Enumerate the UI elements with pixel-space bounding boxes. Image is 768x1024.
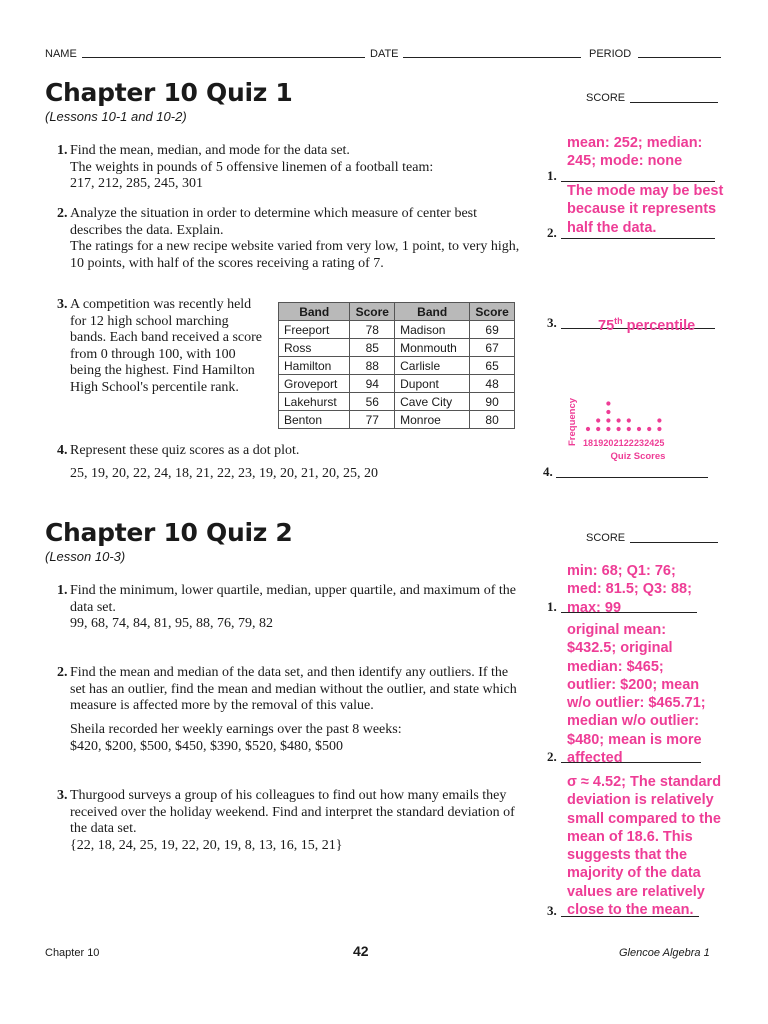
quiz2-question-1 <box>57 583 537 633</box>
table-cell: Dupont <box>395 375 470 393</box>
answer-line: σ ≈ 4.52; The standard <box>567 774 722 790</box>
question-number: 3. <box>57 788 68 803</box>
table-cell: Freeport <box>279 321 350 339</box>
quiz2-answer-3-blank[interactable] <box>561 916 699 917</box>
quiz1-question-3 <box>57 297 272 396</box>
answer-line: mean of 18.6. This <box>567 828 693 845</box>
dot-plot-tick-label: 23 <box>633 438 645 448</box>
table-row <box>279 321 515 339</box>
answer-line: close to the mean. <box>567 902 694 919</box>
dot-plot-dot <box>627 427 631 431</box>
answer-superscript: th <box>614 316 623 326</box>
name-label: NAME <box>45 48 77 60</box>
dot-plot-ylabel: Frequency <box>567 397 578 446</box>
question-line: Analyze the situation in order to determine which measure of center best <box>70 206 478 221</box>
answer-line: $432.5; original <box>567 640 673 657</box>
answer-line: The mode may be best <box>567 183 724 199</box>
table-header: Score <box>470 303 515 321</box>
table-cell: 94 <box>350 375 395 393</box>
period-blank[interactable] <box>638 57 721 58</box>
question-line: from 0 through 100, with 100 <box>70 346 236 362</box>
footer-chapter: Chapter 10 <box>45 947 100 959</box>
answer-number: 1. <box>547 168 557 183</box>
table-cell: Groveport <box>279 375 350 393</box>
quiz2-question-2 <box>57 665 537 715</box>
quiz2-score-blank[interactable] <box>630 542 718 543</box>
question-line: for 12 high school marching <box>70 313 229 329</box>
table-cell: 85 <box>350 339 395 357</box>
answer-line: values are relatively <box>567 883 705 900</box>
table-cell: Monroe <box>395 411 470 429</box>
quiz2-answer-2-blank[interactable] <box>561 762 701 763</box>
answer-line: mean: 252; median: <box>567 135 703 151</box>
question-line: Find the minimum, lower quartile, median, upper quartile, and maximum of the <box>70 583 516 598</box>
answer-line: because it represents <box>567 201 717 218</box>
dot-plot-dot <box>637 427 641 431</box>
table-header: Band <box>279 303 350 321</box>
table-cell: 90 <box>470 393 515 411</box>
answer-line: affected <box>567 750 623 767</box>
quiz1-question-4 <box>57 443 527 482</box>
table-cell: Monmouth <box>395 339 470 357</box>
question-line: 25, 19, 20, 22, 24, 18, 21, 22, 23, 19, 20, 21, 20, 25, 20 <box>70 465 378 481</box>
dot-plot-tick-label: 19 <box>593 438 604 448</box>
quiz1-answer-1 <box>567 134 702 171</box>
table-row <box>279 411 515 429</box>
dot-plot-dot <box>596 427 600 431</box>
dot-plot-tick-label: 25 <box>654 438 665 448</box>
answer-line: med: 81.5; Q3: 88; <box>567 581 692 598</box>
quiz1-answer-2 <box>567 182 723 237</box>
dot-plot-dot <box>657 427 661 431</box>
dot-plot <box>564 382 714 466</box>
table-cell: 67 <box>470 339 515 357</box>
dot-plot-dot <box>606 401 610 405</box>
date-blank[interactable] <box>403 57 581 58</box>
answer-line: max: 99 <box>567 599 622 616</box>
answer-line: median w/o outlier: <box>567 713 700 730</box>
quiz1-score-blank[interactable] <box>630 102 718 103</box>
table-cell: Cave City <box>395 393 470 411</box>
question-line: describes the data. Explain. <box>70 222 224 238</box>
table-row <box>279 339 515 357</box>
question-line: measure is affected more by the removal of this value. <box>70 698 374 713</box>
question-line: A competition was recently held <box>70 297 252 312</box>
question-number: 1. <box>57 583 68 598</box>
answer-number: 2. <box>547 225 557 240</box>
quiz2-answer-1-blank[interactable] <box>561 612 697 613</box>
table-cell: 77 <box>350 411 395 429</box>
question-line: bands. Each band received a score <box>70 330 263 345</box>
quiz2-answer-2 <box>567 621 706 767</box>
question-line: Sheila recorded her weekly earnings over the past 8 weeks: <box>70 722 402 737</box>
table-cell: 80 <box>470 411 515 429</box>
table-cell: 69 <box>470 321 515 339</box>
question-line: Find the mean, median, and mode for the data set. <box>70 143 350 158</box>
dot-plot-tick-label: 24 <box>644 438 655 448</box>
dot-plot-dot <box>606 410 610 414</box>
dot-plot-dot <box>586 427 590 431</box>
table-cell: Lakehurst <box>279 393 350 411</box>
question-line: Represent these quiz scores as a dot plot. <box>70 443 300 458</box>
quiz1-question-2 <box>57 206 537 272</box>
answer-number: 3. <box>547 315 557 330</box>
table-header: Band <box>395 303 470 321</box>
question-line: High School's percentile rank. <box>70 379 239 395</box>
quiz1-title: Chapter 10 Quiz 1 <box>45 78 293 107</box>
answer-line: suggests that the <box>567 847 688 864</box>
quiz1-answer-3 <box>598 312 695 335</box>
table-cell: Ross <box>279 339 350 357</box>
answer-number: 1. <box>547 599 557 614</box>
answer-line: w/o outlier: $465.71; <box>567 695 706 712</box>
answer-line: $480; mean is more <box>567 731 702 748</box>
question-number: 4. <box>57 443 68 458</box>
footer-book: Glencoe Algebra 1 <box>619 947 710 959</box>
answer-value-suffix: percentile <box>622 317 696 334</box>
dot-plot-dot <box>617 418 621 422</box>
dot-plot-dot <box>617 427 621 431</box>
answer-number: 4. <box>543 464 553 479</box>
question-line: Thurgood surveys a group of his colleagues to find out how many emails they <box>70 788 507 803</box>
question-line: The ratings for a new recipe website varied from very low, 1 point, to very high, <box>70 239 520 254</box>
table-cell: 48 <box>470 375 515 393</box>
dot-plot-tick-label: 18 <box>582 438 594 448</box>
table-cell: Benton <box>279 411 350 429</box>
question-line: 217, 212, 285, 245, 301 <box>70 176 203 191</box>
quiz2-question-3 <box>57 788 537 854</box>
dot-plot-dots <box>586 401 662 431</box>
answer-number: 2. <box>547 749 557 764</box>
question-line: {22, 18, 24, 25, 19, 22, 20, 19, 8, 13, 16, 15, 21} <box>70 837 343 853</box>
answer-line: median: $465; <box>567 658 664 675</box>
answer-line: small compared to the <box>567 810 721 827</box>
answer-line: majority of the data <box>567 865 701 882</box>
dot-plot-dot <box>596 418 600 422</box>
answer-number: 3. <box>547 903 557 918</box>
quiz1-answer-2-blank[interactable] <box>561 238 715 239</box>
answer-line: 245; mode: none <box>567 153 683 170</box>
table-cell: Hamilton <box>279 357 350 375</box>
answer-line: deviation is relatively <box>567 792 714 809</box>
table-cell: 88 <box>350 357 395 375</box>
quiz2-question-2-data <box>70 722 530 755</box>
table-cell: Madison <box>395 321 470 339</box>
dot-plot-tick-label: 20 <box>603 438 614 448</box>
question-line: the data set. <box>70 821 137 836</box>
table-header-row <box>279 303 515 321</box>
answer-line: min: 68; Q1: 76; <box>567 563 676 579</box>
question-line: being the highest. Find Hamilton <box>70 363 255 378</box>
dot-plot-dot <box>606 427 610 431</box>
quiz1-question-1 <box>57 143 527 193</box>
quiz1-lessons: (Lessons 10-1 and 10-2) <box>45 109 187 124</box>
table-row <box>279 393 515 411</box>
quiz2-title: Chapter 10 Quiz 2 <box>45 518 293 547</box>
table-cell: 78 <box>350 321 395 339</box>
question-line: The weights in pounds of 5 offensive linemen of a football team: <box>70 159 434 175</box>
dot-plot-dot <box>657 418 661 422</box>
table-header: Score <box>350 303 395 321</box>
question-line: set has an outlier, find the mean and median without the outlier, and state which <box>70 681 517 697</box>
question-line: data set. <box>70 599 116 615</box>
question-line: $420, $200, $500, $450, $390, $520, $480, $500 <box>70 738 343 754</box>
table-cell: 56 <box>350 393 395 411</box>
dot-plot-dot <box>606 418 610 422</box>
quiz1-score-label: SCORE <box>586 92 626 104</box>
quiz2-answer-1 <box>567 562 692 617</box>
dot-plot-tick-label: 22 <box>623 438 634 448</box>
table-row <box>279 357 515 375</box>
period-label: PERIOD <box>589 48 632 60</box>
quiz2-score-label: SCORE <box>586 532 626 544</box>
table-cell: Carlisle <box>395 357 470 375</box>
band-score-table <box>278 302 515 429</box>
answer-line: half the data. <box>567 219 657 236</box>
dot-plot-xlabel: Quiz Scores <box>610 451 666 462</box>
question-line: received over the holiday weekend. Find and interpret the standard deviation of <box>70 804 515 820</box>
dot-plot-tick-label: 21 <box>613 438 624 448</box>
question-line: Find the mean and median of the data set, and then identify any outliers. If the <box>70 665 509 680</box>
question-line: 10 points, with half of the scores receiving a rating of 7. <box>70 255 384 271</box>
answer-line: outlier: $200; mean <box>567 676 700 693</box>
question-number: 3. <box>57 297 68 312</box>
answer-value: 75 <box>598 317 615 334</box>
table-cell: 65 <box>470 357 515 375</box>
dot-plot-dot <box>627 418 631 422</box>
question-line: 99, 68, 74, 84, 81, 95, 88, 76, 79, 82 <box>70 616 273 631</box>
quiz2-answer-3 <box>567 773 721 919</box>
date-label: DATE <box>370 48 399 60</box>
answer-line: original mean: <box>567 622 667 638</box>
question-number: 1. <box>57 143 68 158</box>
question-number: 2. <box>57 206 68 221</box>
question-number: 2. <box>57 665 68 680</box>
table-row <box>279 375 515 393</box>
page-number: 42 <box>353 943 369 959</box>
name-blank[interactable] <box>82 57 365 58</box>
quiz1-answer-4-blank[interactable] <box>556 477 708 478</box>
quiz2-lessons: (Lesson 10-3) <box>45 549 126 564</box>
dot-plot-tick-labels <box>583 438 664 448</box>
dot-plot-dot <box>647 427 651 431</box>
